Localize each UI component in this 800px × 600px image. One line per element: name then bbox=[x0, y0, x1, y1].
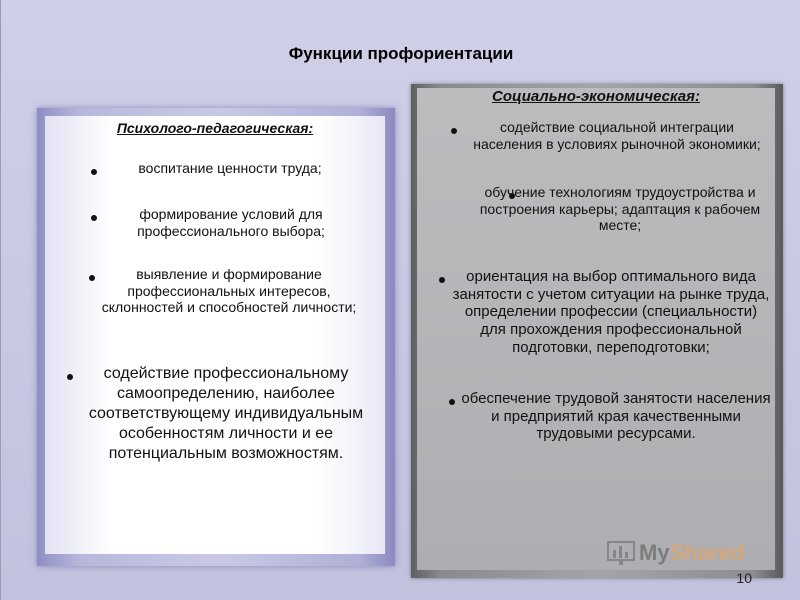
left-panel-frame bbox=[37, 108, 395, 566]
left-item-1: воспитание ценности труда; bbox=[138, 160, 322, 176]
right-panel bbox=[417, 88, 775, 570]
bullet-icon bbox=[91, 215, 97, 221]
right-item-4: обеспечение трудовой занятости населения и предприятий края качественными трудовыми ресурсами. bbox=[461, 390, 771, 443]
left-panel bbox=[45, 116, 385, 554]
bullet-icon bbox=[439, 277, 445, 283]
right-panel-title: Социально-экономическая: bbox=[492, 88, 700, 105]
right-item-2: обучение технологиям трудоустройства и построения карьеры; адаптация к рабочем месте; bbox=[479, 184, 761, 234]
bullet-icon bbox=[67, 374, 73, 380]
watermark-text: MyShared bbox=[639, 540, 745, 565]
slide-title: Функции профориентации bbox=[288, 44, 514, 63]
right-panel-frame bbox=[411, 84, 783, 578]
left-item-4: содействие профессиональному самоопределению, наиболее соответствующему индивидуальным особенностям личности и ее потенциальным возможностям. bbox=[88, 365, 364, 462]
bullet-icon bbox=[91, 169, 97, 175]
left-item-2: формирование условий для профессионального выбора; bbox=[137, 206, 325, 239]
right-item-3: ориентация на выбор оптимального вида занятости с учетом ситуации на рынке труда, определении профессии (специальности) для прохождения профессиональной подготовки, переподготовки; bbox=[452, 268, 770, 356]
left-item-3: выявление и формирование профессиональных интересов, склонностей и способностей личности; bbox=[101, 266, 357, 316]
bullet-icon bbox=[449, 399, 455, 405]
chart-icon bbox=[607, 540, 635, 566]
watermark-logo bbox=[607, 538, 767, 568]
left-panel-title: Психолого-педагогическая: bbox=[116, 120, 314, 136]
bullet-icon bbox=[451, 128, 457, 134]
right-item-1: содействие социальной интеграции населения в условиях рыночной экономики; bbox=[473, 119, 761, 152]
page-number: 10 bbox=[736, 570, 752, 586]
